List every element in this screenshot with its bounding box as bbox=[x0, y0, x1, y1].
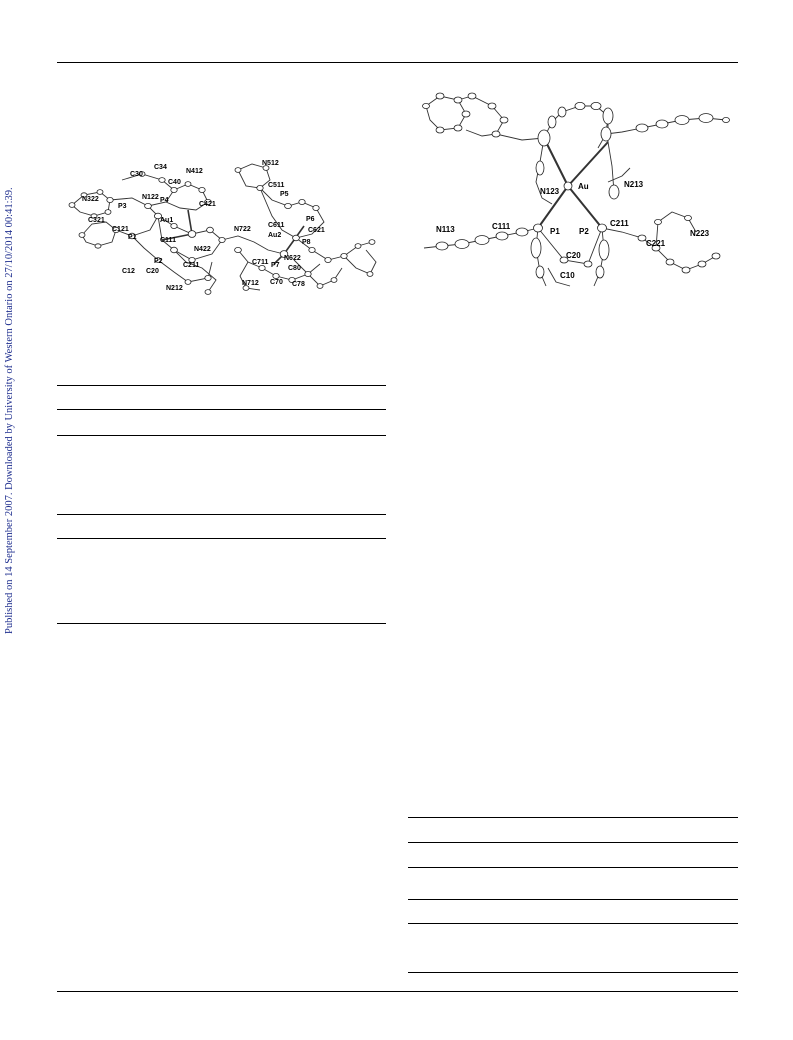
atom-label: P4 bbox=[160, 197, 169, 204]
atom-label: Au2 bbox=[268, 232, 282, 239]
atom-label: N223 bbox=[690, 229, 710, 238]
atom-label: C621 bbox=[308, 227, 325, 234]
left-table-rule bbox=[57, 385, 386, 386]
atom-label: P2 bbox=[579, 227, 589, 236]
atom-label: C321 bbox=[88, 217, 105, 224]
right-table-rule bbox=[408, 923, 738, 924]
right-table-rule bbox=[408, 899, 738, 900]
atom-label: C221 bbox=[646, 239, 666, 248]
atom-label: C611 bbox=[268, 222, 285, 229]
atom-label: C111 bbox=[492, 222, 511, 231]
atom-label: Au bbox=[578, 182, 589, 191]
atom-label: N722 bbox=[234, 226, 251, 233]
atom-label: C78 bbox=[292, 281, 305, 288]
right-table-rule bbox=[408, 842, 738, 843]
atom-label: C40 bbox=[168, 179, 181, 186]
atom-label: N123 bbox=[540, 187, 560, 196]
atom-label: N422 bbox=[194, 246, 211, 253]
download-stamp: Published on 14 September 2007. Downloaded by University of Western Ontario on 27/10/2014 00:41:39. bbox=[4, 187, 15, 634]
right-table-rule bbox=[408, 867, 738, 868]
atom-label: P2 bbox=[154, 258, 163, 265]
atom-label: N113 bbox=[436, 225, 455, 234]
left-table-rule bbox=[57, 538, 386, 539]
atom-label: N212 bbox=[166, 285, 183, 292]
atom-label: P8 bbox=[302, 239, 311, 246]
right-crystal-structure-figure bbox=[412, 72, 736, 300]
left-table-rule bbox=[57, 514, 386, 515]
atom-label: N213 bbox=[624, 180, 644, 189]
atom-label: C20 bbox=[566, 251, 581, 260]
left-crystal-structure-figure bbox=[62, 150, 382, 310]
atom-label: C211 bbox=[610, 219, 629, 228]
atom-label: C111 bbox=[160, 237, 176, 244]
atom-label: C711 bbox=[252, 259, 269, 266]
atom-label: N122 bbox=[142, 194, 159, 201]
left-table-rule bbox=[57, 409, 386, 410]
atom-label: P1 bbox=[550, 227, 560, 236]
atom-label: P7 bbox=[271, 262, 280, 269]
atom-label: C10 bbox=[560, 271, 575, 280]
atom-labels bbox=[82, 160, 325, 292]
left-table-rule bbox=[57, 623, 386, 624]
atom-label: P3 bbox=[118, 203, 127, 210]
atom-label: C34 bbox=[154, 164, 167, 171]
atom-label: P1 bbox=[128, 234, 137, 241]
atom-label: C421 bbox=[199, 201, 216, 208]
left-table-rule bbox=[57, 435, 386, 436]
footer-rule bbox=[57, 991, 738, 992]
atom-label: C20 bbox=[146, 268, 159, 275]
atom-label: C211 bbox=[183, 262, 200, 269]
right-table-rule bbox=[408, 817, 738, 818]
right-table-rule bbox=[408, 972, 738, 973]
atom-label: Au1 bbox=[160, 217, 174, 224]
atom-label: C121 bbox=[112, 226, 129, 233]
atom-label: N622 bbox=[284, 255, 301, 262]
header-rule bbox=[57, 62, 738, 63]
atom-label: C30 bbox=[130, 171, 143, 178]
atom-label: P5 bbox=[280, 191, 289, 198]
atom-label: C511 bbox=[268, 182, 285, 189]
atom-label: N412 bbox=[186, 168, 203, 175]
atom-label: N322 bbox=[82, 196, 99, 203]
atom-label: P6 bbox=[306, 216, 315, 223]
atom-label: N712 bbox=[242, 280, 259, 287]
atom-label: N512 bbox=[262, 160, 279, 167]
atom-label: C12 bbox=[122, 268, 135, 275]
atom-label: C70 bbox=[270, 279, 283, 286]
atom-label: C80 bbox=[288, 265, 301, 272]
